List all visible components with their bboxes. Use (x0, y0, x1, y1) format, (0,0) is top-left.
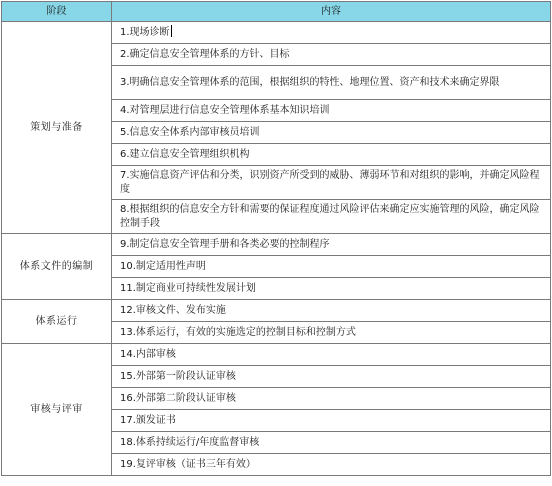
content-cell: 8.根据组织的信息安全方针和需要的保证程度通过风险评估来确定应实施管理的风险，确定风险控制手段 (112, 200, 551, 234)
content-cell: 13.体系运行，有效的实施选定的控制目标和控制方式 (112, 322, 551, 344)
content-cell: 11.制定商业可持续性发展计划 (112, 278, 551, 300)
content-column-header: 内容 (112, 2, 551, 22)
content-cell: 10.制定适用性声明 (112, 256, 551, 278)
content-cell: 3.明确信息安全管理体系的范围，根据组织的特性、地理位置、资产和技术来确定界限 (112, 66, 551, 100)
phase-cell-operation: 体系运行 (2, 300, 112, 344)
table-header-row (2, 2, 551, 22)
isms-phase-table (1, 1, 551, 476)
content-cell: 15.外部第一阶段认证审核 (112, 366, 551, 388)
table-row (2, 344, 551, 366)
table-row (2, 300, 551, 322)
content-cell (112, 22, 551, 44)
table-row (2, 22, 551, 44)
phase-cell-documentation: 体系文件的编制 (2, 234, 112, 300)
text-cursor (171, 25, 172, 37)
content-cell: 18.体系持续运行/年度监督审核 (112, 432, 551, 454)
content-cell: 2.确定信息安全管理体系的方针、目标 (112, 44, 551, 66)
content-cell: 4.对管理层进行信息安全管理体系基本知识培训 (112, 100, 551, 122)
content-cell: 6.建立信息安全管理组织机构 (112, 144, 551, 166)
phase-cell-audit-review: 审核与评审 (2, 344, 112, 476)
content-cell: 9.制定信息安全管理手册和各类必要的控制程序 (112, 234, 551, 256)
content-cell: 12.审核文件、发布实施 (112, 300, 551, 322)
content-cell: 19.复评审核（证书三年有效） (112, 454, 551, 476)
table-row (2, 234, 551, 256)
phase-cell-planning: 策划与准备 (2, 22, 112, 234)
item-text: 1.现场诊断 (120, 27, 170, 38)
content-cell: 17.颁发证书 (112, 410, 551, 432)
phase-column-header: 阶段 (2, 2, 112, 22)
content-cell: 14.内部审核 (112, 344, 551, 366)
content-cell: 7.实施信息资产评估和分类，识别资产所受到的威胁、薄弱环节和对组织的影响，并确定风险程度 (112, 166, 551, 200)
content-cell: 5.信息安全体系内部审核员培训 (112, 122, 551, 144)
content-cell: 16.外部第二阶段认证审核 (112, 388, 551, 410)
